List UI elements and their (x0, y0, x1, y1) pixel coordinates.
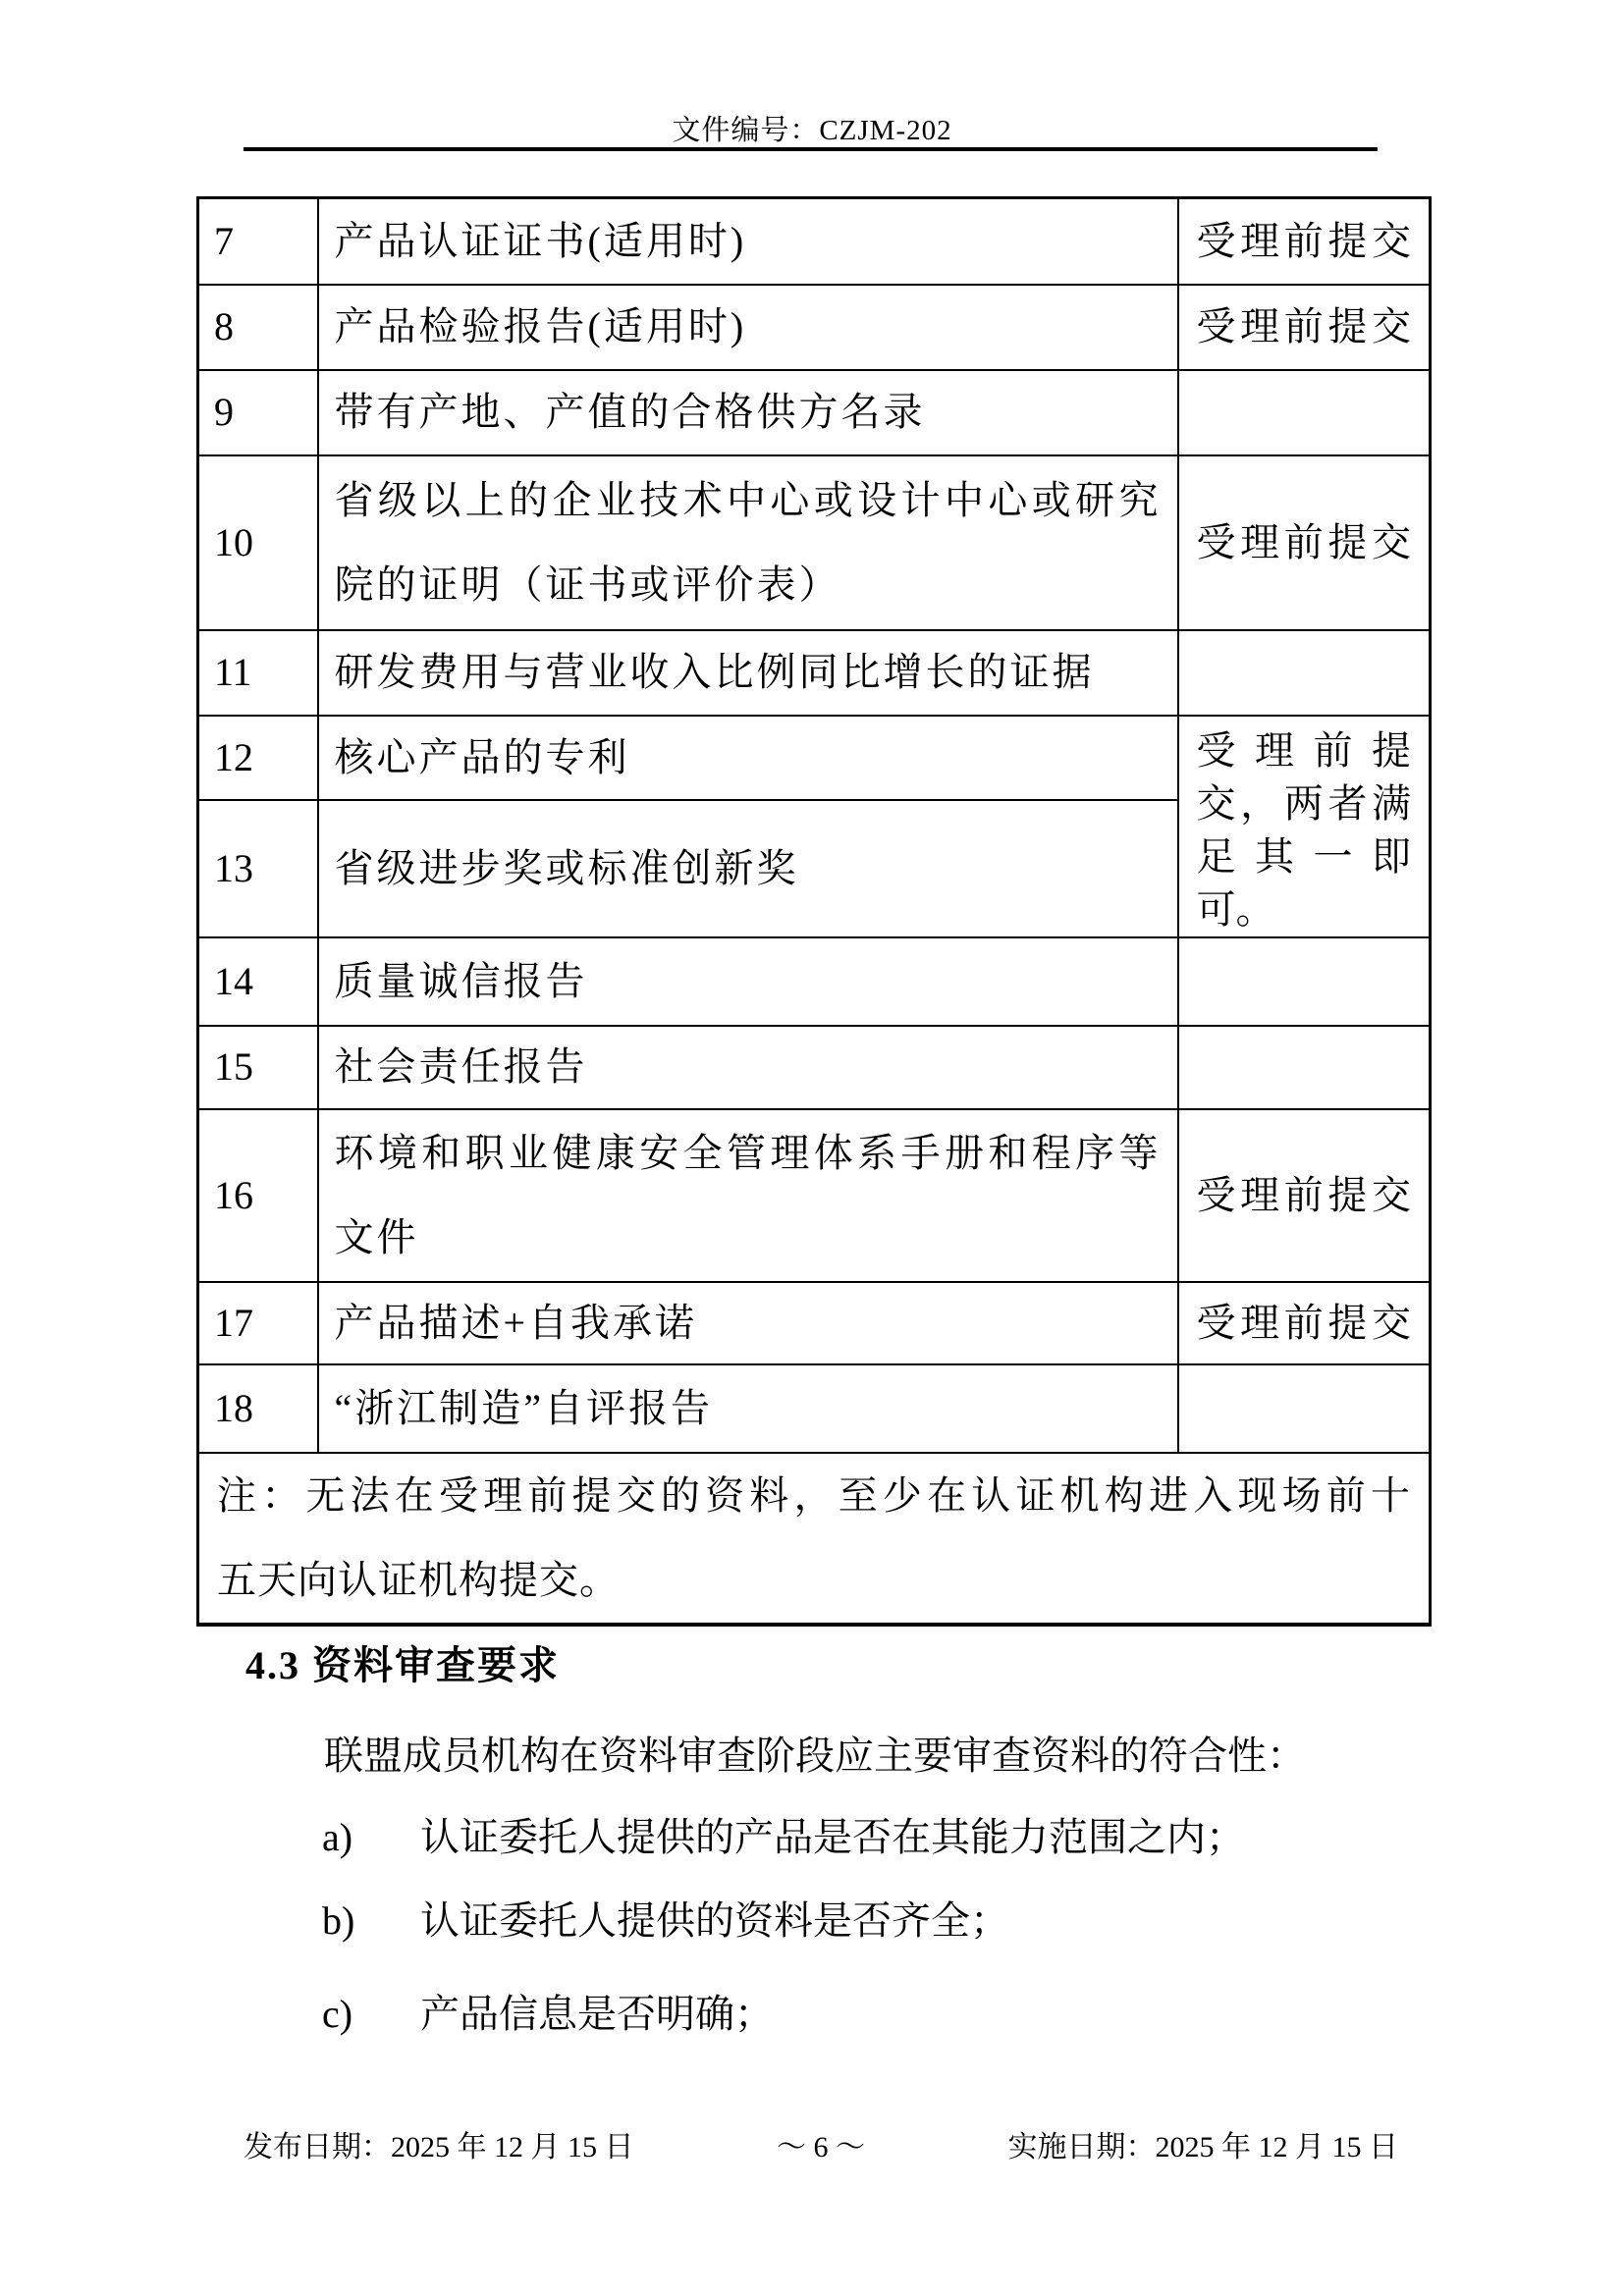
table-note: 注：无法在受理前提交的资料，至少在认证机构进入现场前十 五天向认证机构提交。 (198, 1453, 1431, 1625)
header-rule (244, 147, 1378, 151)
document-name: 省级以上的企业技术中心或设计中心或研究 院的证明（证书或评价表） (318, 455, 1178, 630)
document-name: 环境和职业健康安全管理体系手册和程序等 文件 (318, 1109, 1178, 1282)
implement-date: 实施日期：2025 年 12 月 15 日 (1007, 2131, 1398, 2163)
row-number: 15 (198, 1026, 318, 1109)
document-name: 产品描述+自我承诺 (318, 1282, 1178, 1364)
row-number: 16 (198, 1109, 318, 1282)
row-number: 10 (198, 455, 318, 630)
row-number: 14 (198, 937, 318, 1026)
row-number: 9 (198, 370, 318, 455)
table-row (198, 1364, 1431, 1453)
document-name: 质量诚信报告 (318, 937, 1178, 1026)
table-row (198, 937, 1431, 1026)
row-number: 8 (198, 285, 318, 370)
page-footer (244, 2122, 1398, 2165)
submission-requirement (1178, 1364, 1431, 1453)
table-row (198, 285, 1431, 370)
list-item-text: 认证委托人提供的资料是否齐全； (420, 1898, 1009, 1943)
row-number: 17 (198, 1282, 318, 1364)
section-intro: 联盟成员机构在资料审查阶段应主要审查资料的符合性： (324, 1734, 1306, 1778)
document-name: 社会责任报告 (318, 1026, 1178, 1109)
table-row (198, 630, 1431, 716)
section-heading: 4.3 资料审查要求 (245, 1643, 560, 1687)
submission-requirement: 受理前提交 (1178, 1282, 1431, 1364)
document-name: 带有产地、产值的合格供方名录 (318, 370, 1178, 455)
row-number: 12 (198, 716, 318, 800)
page-number: ～ 6 ～ (777, 2131, 865, 2163)
submission-requirement (1178, 1026, 1431, 1109)
required-documents-table (196, 196, 1432, 1627)
submission-requirement: 受理前提交 (1178, 285, 1431, 370)
document-name: 产品认证证书(适用时) (318, 198, 1178, 285)
list-item-b (322, 1890, 1009, 1946)
submission-requirement-merged: 受理前提 交，两者满 足其一即 可。 (1178, 716, 1431, 937)
document-name: 研发费用与营业收入比例同比增长的证据 (318, 630, 1178, 716)
submission-requirement: 受理前提交 (1178, 198, 1431, 285)
row-number: 13 (198, 800, 318, 937)
list-item-a (322, 1806, 1245, 1862)
submission-requirement (1178, 370, 1431, 455)
list-item-c (322, 1983, 774, 2039)
table-row (198, 1282, 1431, 1364)
table-row (198, 198, 1431, 285)
document-name: 省级进步奖或标准创新奖 (318, 800, 1178, 937)
list-item-label: b) (322, 1898, 355, 1943)
document-name: 核心产品的专利 (318, 716, 1178, 800)
list-item-text: 认证委托人提供的产品是否在其能力范围之内； (420, 1815, 1245, 1859)
table-row (198, 455, 1431, 630)
table-row (198, 716, 1431, 800)
submission-requirement: 受理前提交 (1178, 1109, 1431, 1282)
table-note-row (198, 1453, 1431, 1625)
publish-date: 发布日期：2025 年 12 月 15 日 (244, 2131, 634, 2163)
doc-number: 文件编号：CZJM-202 (672, 115, 952, 146)
document-name: 产品检验报告(适用时) (318, 285, 1178, 370)
table-row (198, 370, 1431, 455)
list-item-text: 产品信息是否明确； (420, 1992, 774, 2036)
submission-requirement (1178, 937, 1431, 1026)
document-name: “浙江制造”自评报告 (318, 1364, 1178, 1453)
table-row (198, 1109, 1431, 1282)
table-row (198, 1026, 1431, 1109)
row-number: 7 (198, 198, 318, 285)
row-number: 11 (198, 630, 318, 716)
row-number: 18 (198, 1364, 318, 1453)
submission-requirement (1178, 630, 1431, 716)
list-item-label: a) (322, 1815, 353, 1859)
submission-requirement: 受理前提交 (1178, 455, 1431, 630)
list-item-label: c) (322, 1992, 353, 2036)
